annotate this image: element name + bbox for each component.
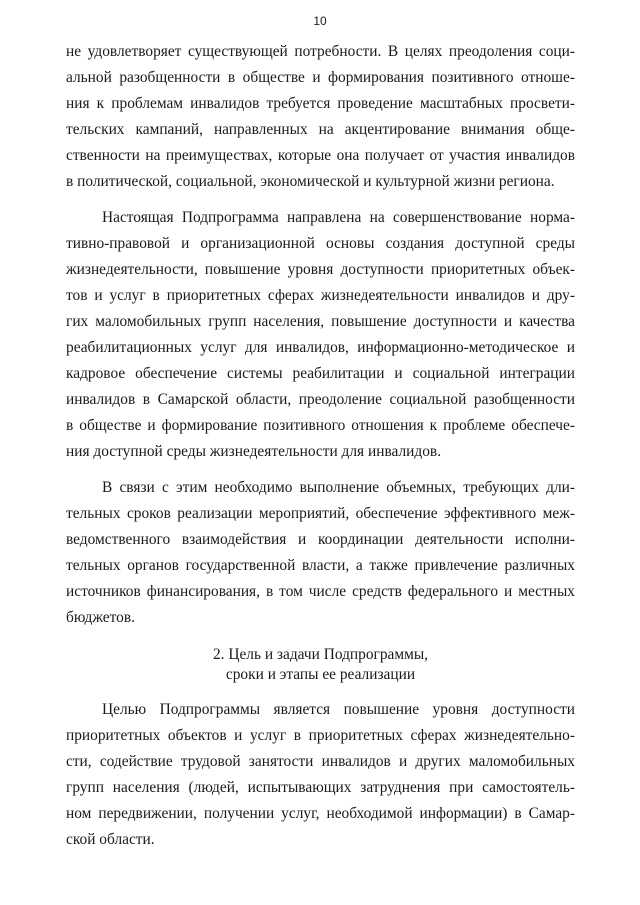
text-line: тов и услуг в приоритетных сферах жизнедеятельности инвалидов и дру- bbox=[66, 287, 575, 304]
text-line: тельских кампаний, направленных на акцентирование внимания обще- bbox=[66, 121, 575, 138]
section-heading-line: сроки и этапы ее реализации bbox=[225, 666, 416, 683]
text-line: ния доступной среды жизнедеятельности для инвалидов. bbox=[66, 443, 442, 460]
text-line: в политической, социальной, экономической и культурной жизни региона. bbox=[66, 173, 555, 190]
text-line: ния к проблемам инвалидов требуется проведение масштабных просвети- bbox=[66, 95, 575, 112]
text-line: приоритетных объектов и услуг в приоритетных сферах жизнедеятельно- bbox=[66, 727, 575, 744]
text-line: ственности на преимуществах, которые она получает от участия инвалидов bbox=[66, 147, 575, 164]
text-line: тельных органов государственной власти, а также привлечение различных bbox=[66, 557, 575, 574]
text-line: кадровое обеспечение системы реабилитации и социальной интеграции bbox=[66, 365, 575, 382]
text-line: альной разобщенности в обществе и формирования позитивного отноше- bbox=[66, 69, 575, 86]
text-line: тивно-правовой и организационной основы создания доступной среды bbox=[66, 235, 575, 252]
text-line: ской области. bbox=[66, 831, 155, 848]
text-line: В связи с этим необходимо выполнение объемных, требующих дли- bbox=[102, 479, 575, 496]
page-number: 10 bbox=[313, 14, 327, 28]
text-line: инвалидов в Самарской области, преодоление социальной разобщенности bbox=[66, 391, 575, 408]
text-line: источников финансирования, в том числе средств федерального и местных bbox=[66, 583, 575, 600]
text-line: ведомственного взаимодействия и координации деятельности исполни- bbox=[66, 531, 575, 548]
text-line: тельных сроков реализации мероприятий, обеспечение эффективного меж- bbox=[66, 505, 575, 522]
text-line: бюджетов. bbox=[66, 609, 135, 626]
text-line: Целью Подпрограммы является повышение уровня доступности bbox=[102, 701, 575, 718]
text-line: сти, содействие трудовой занятости инвалидов и других маломобильных bbox=[66, 753, 575, 770]
text-line: ном передвижении, получении услуг, необходимой информации) в Самар- bbox=[66, 805, 575, 822]
text-line: не удовлетворяет существующей потребности. В целях преодоления соци- bbox=[66, 43, 575, 60]
text-line: в обществе и формирование позитивного отношения к проблеме обеспече- bbox=[66, 417, 575, 434]
text-line: реабилитационных услуг для инвалидов, информационно-методическое и bbox=[66, 339, 575, 356]
text-line: Настоящая Подпрограмма направлена на совершенствование норма- bbox=[102, 209, 575, 226]
text-line: групп населения (людей, испытывающих затруднения при самостоятель- bbox=[66, 779, 575, 796]
text-line: жизнедеятельности, повышение уровня доступности приоритетных объек- bbox=[66, 261, 575, 278]
section-heading-line: 2. Цель и задачи Подпрограммы, bbox=[212, 646, 429, 663]
text-line: гих маломобильных групп населения, повышение доступности и качества bbox=[66, 313, 575, 330]
